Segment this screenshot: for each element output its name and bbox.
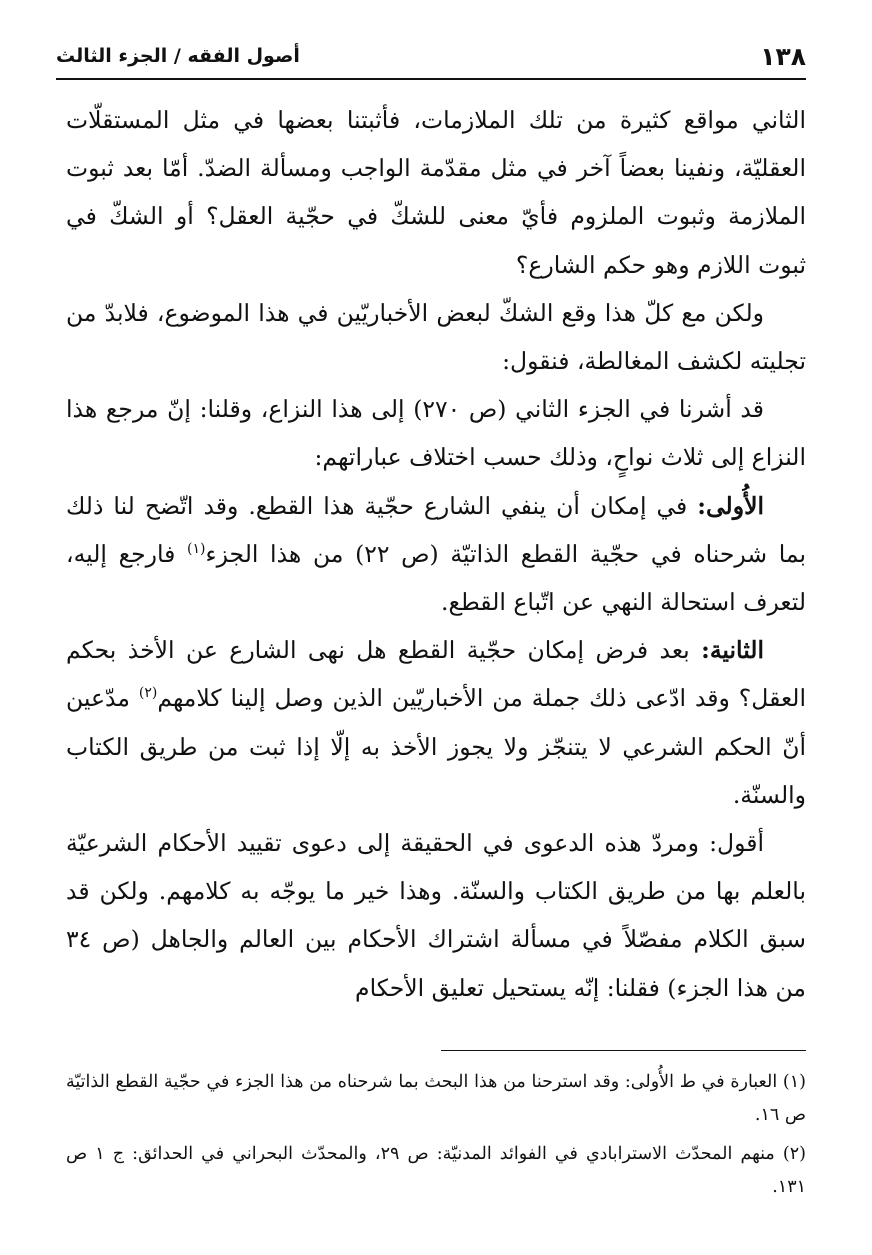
footnote-1: (١) العبارة في ط الأُولى: وقد استرحنا من هذا البحث بما شرحناه من هذا الجزء في حجّية القطع الذاتيّة ص ١٦. <box>66 1072 806 1125</box>
footnote-2: (٢) منهم المحدّث الاسترابادي في الفوائد المدنيّة: ص ٢٩، والمحدّث البحراني في الحدائق: ج ١ ص ١٣١. <box>66 1144 806 1197</box>
paragraph-3: قد أشرنا في الجزء الثاني (ص ٢٧٠) إلى هذا النزاع، وقلنا: إنّ مرجع هذا النزاع إلى ثلاث نواحٍ، وذلك حسب اختلاف عباراتهم: <box>66 395 806 472</box>
paragraph-5-text-end: مدّعين أنّ الحكم الشرعي لا يتنجّز ولا يجوز الأخذ به إلّا إذا ثبت من طريق الكتاب والسنّة. <box>66 684 806 809</box>
paragraph-4 <box>66 482 806 627</box>
running-title: أصول الفقه / الجزء الثالث <box>56 45 300 67</box>
paragraph-5-text: بعد فرض إمكان حجّية القطع هل نهى الشارع عن الأخذ بحكم العقل؟ وقد ادّعى ذلك جملة من الأخباريّين الذين وصل إلينا كلامهم <box>66 636 806 713</box>
page-number: ١٣٨ <box>760 41 806 71</box>
paragraph-5 <box>66 626 806 819</box>
paragraph-4-lead: الأُولى: <box>697 491 764 520</box>
page-header <box>56 34 806 80</box>
footnotes <box>66 1066 806 1210</box>
footnote-divider <box>441 1050 806 1051</box>
footnote-ref-2: (٢) <box>138 685 158 702</box>
paragraph-4-text: في إمكان أن ينفي الشارع حجّية هذا القطع. وقد اتّضح لنا ذلك بما شرحناه في حجّية القطع الذاتيّة (ص ٢٢) من هذا الجزء <box>66 491 807 568</box>
paragraph-6: أقول: ومردّ هذه الدعوى في الحقيقة إلى دعوى تقييد الأحكام الشرعيّة بالعلم بها من طريق الكتاب والسنّة. وهذا خير ما يوجّه به كلامهم. ولكن قد سبق الكلام مفصّلاً في مسألة اشتراك الأحكام بين العالم والجاهل (ص ٣٤ من هذا الجزء) فقلنا: إنّه يستحيل تعليق الأحكام <box>66 829 806 1002</box>
paragraph-1: الثاني مواقع كثيرة من تلك الملازمات، فأثبتنا بعضها في مثل المستقلّات العقليّة، ونفينا بعضاً آخر في مثل مقدّمة الواجب ومسألة الضدّ. أمّا بعد ثبوت الملازمة وثبوت الملزوم فأيّ معنى للشكّ في حجّية العقل؟ أو الشكّ في ثبوت اللازم وهو حكم الشارع؟ <box>66 106 806 279</box>
paragraph-2: ولكن مع كلّ هذا وقع الشكّ لبعض الأخباريّين في هذا الموضوع، فلابدّ من تجليته لكشف المغالطة، فنقول: <box>66 298 806 376</box>
paragraph-4-text-end: فارجع إليه، لتعرف استحالة النهي عن اتّباع القطع. <box>66 539 806 617</box>
main-text <box>66 96 806 1012</box>
footnote-ref-1: (١) <box>187 541 206 557</box>
paragraph-5-lead: الثانية: <box>701 636 764 665</box>
